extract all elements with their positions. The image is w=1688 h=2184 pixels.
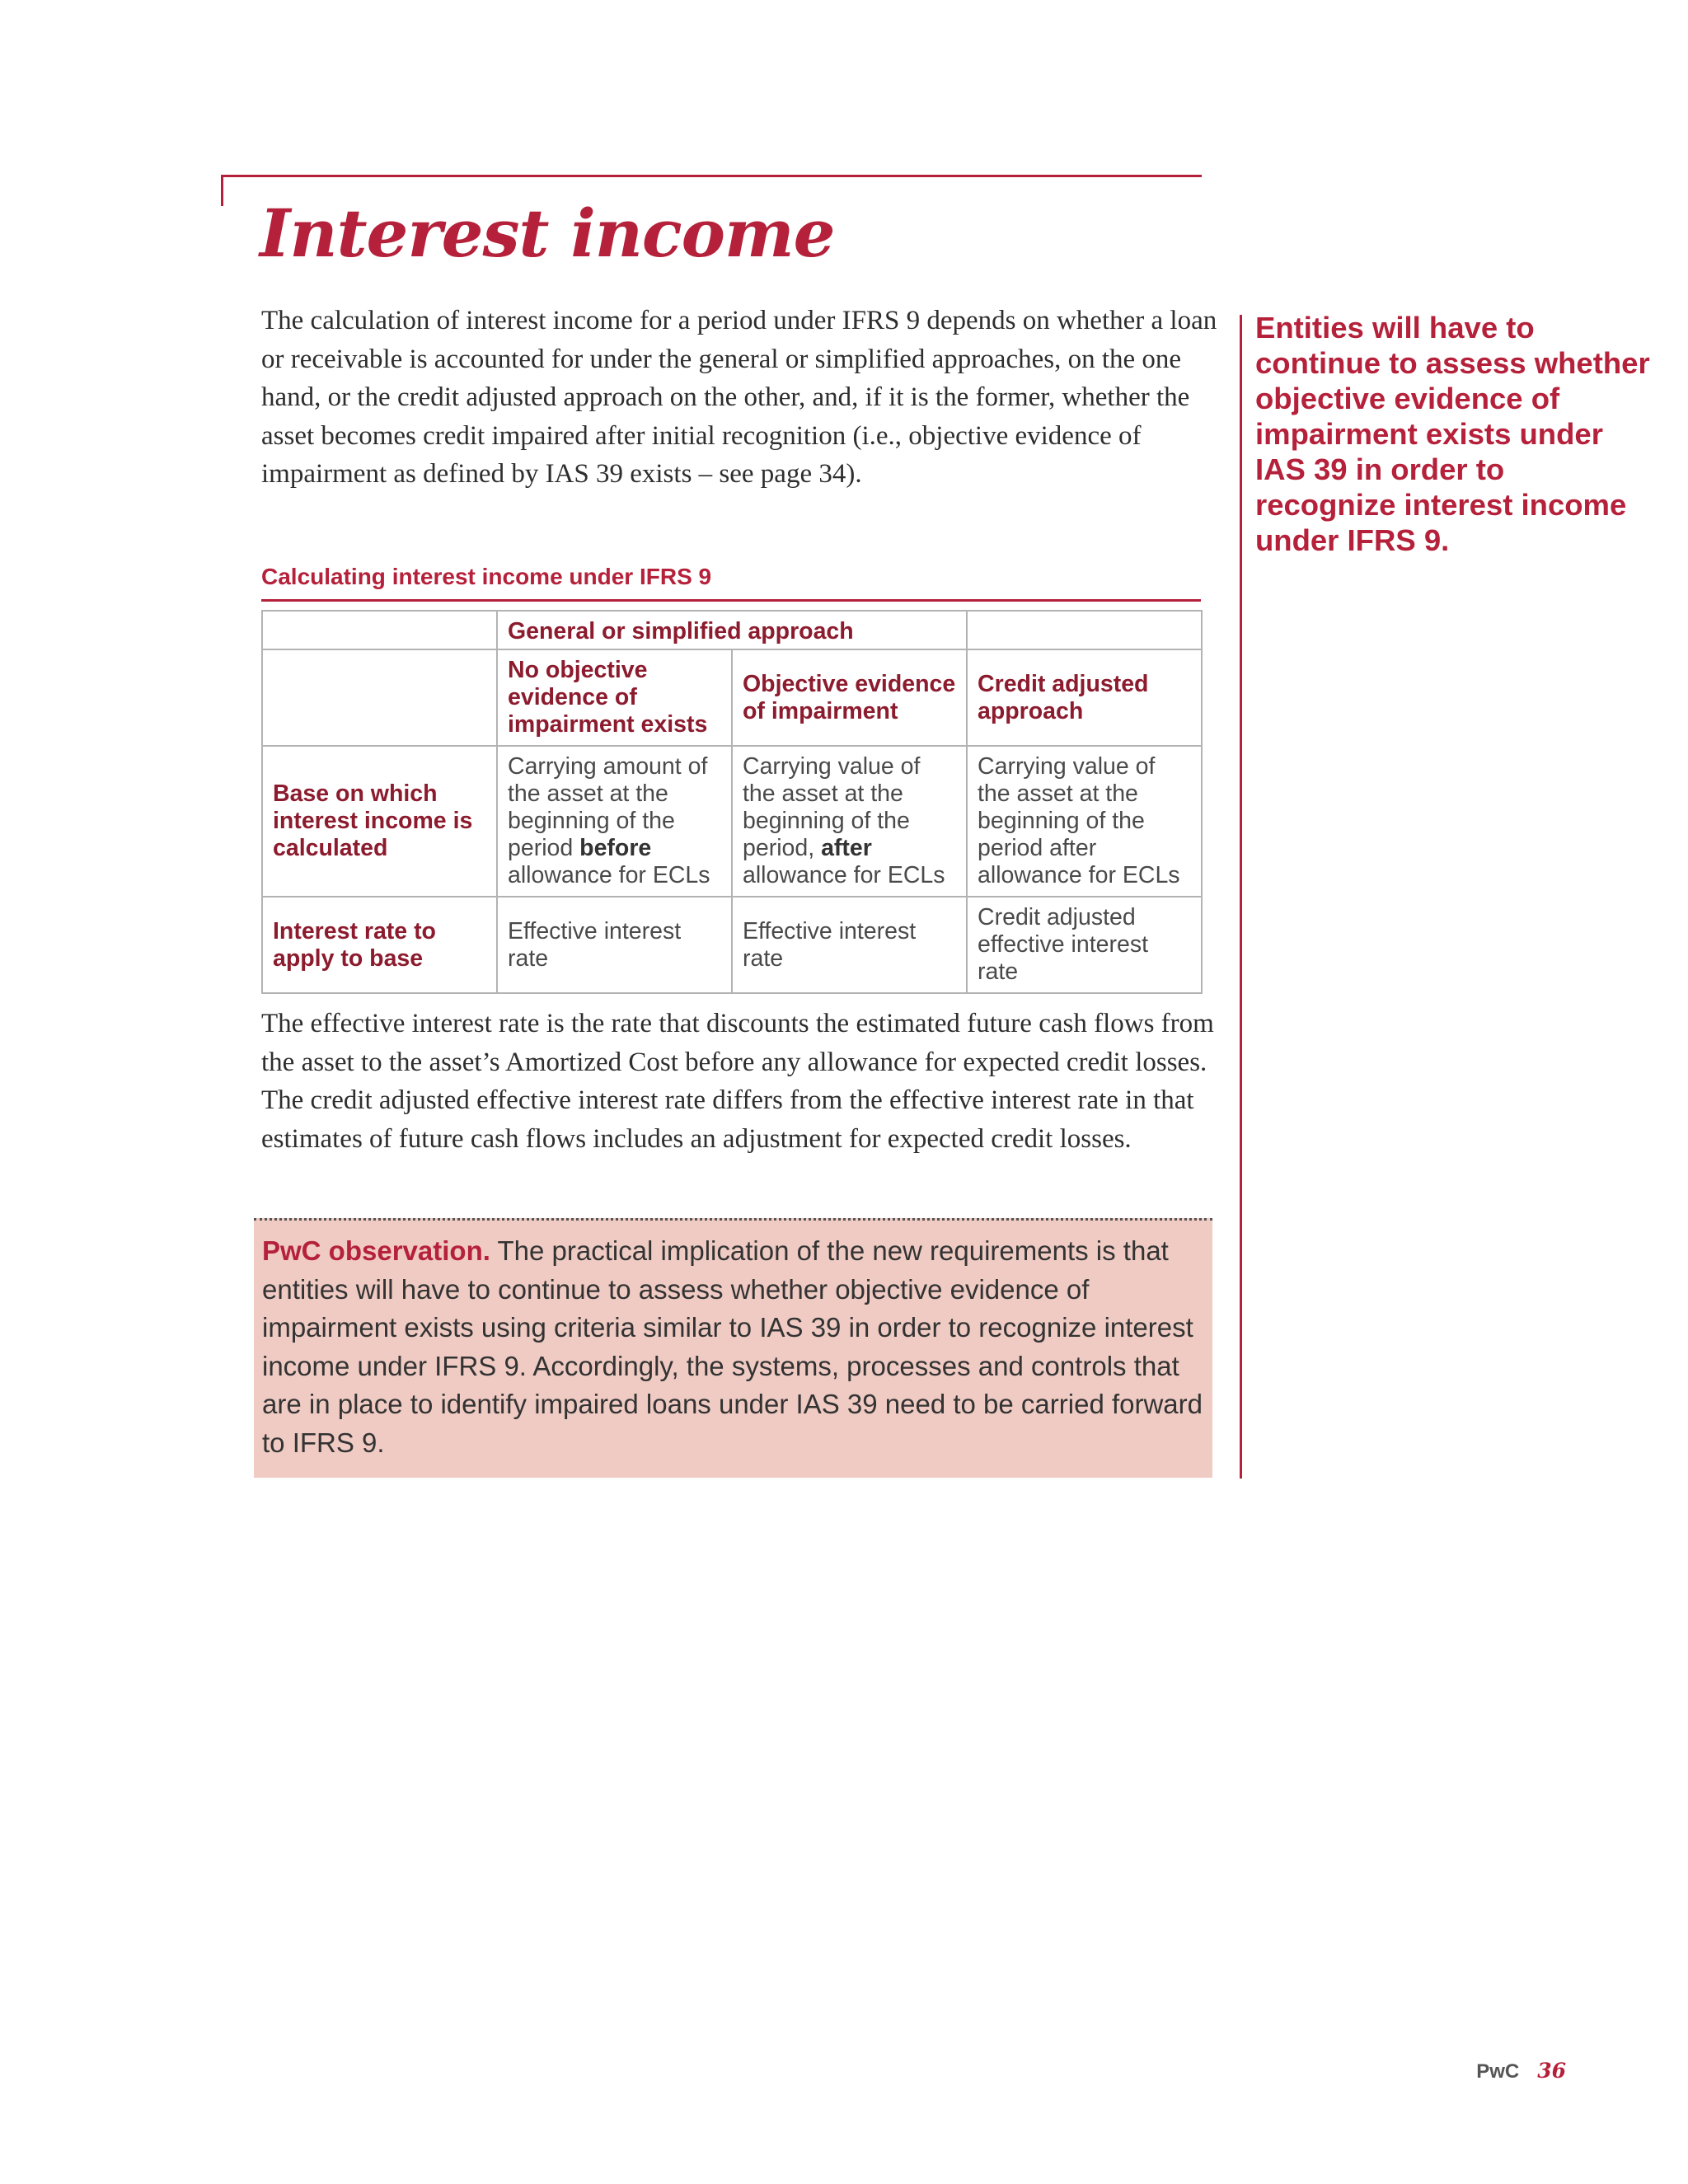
page-title: Interest income xyxy=(260,194,835,272)
table-cell: Carrying value of the asset at the beginning of the period after allowance for ECLs xyxy=(967,746,1202,897)
group-header-general-simplified: General or simplified approach xyxy=(497,611,967,649)
cell-emphasis: before xyxy=(579,835,652,861)
table-cell: Credit adjusted effective interest rate xyxy=(967,897,1202,993)
cell-text: allowance for ECLs xyxy=(508,862,710,888)
table-row xyxy=(262,649,1202,746)
table-cell: Effective interest rate xyxy=(497,897,732,993)
footer-brand: PwC xyxy=(1476,2060,1520,2083)
col-header-credit-adjusted: Credit adjusted approach xyxy=(967,649,1202,746)
table-cell xyxy=(732,746,967,897)
cell-text: allowance for ECLs xyxy=(743,862,945,888)
effective-rate-paragraph: The effective interest rate is the rate that discounts the estimated future cash flows from the asset to the asset’s Amortized Cost before any allowance for expected credit losses. The credit adjusted effective interest rate differs from the effective interest rate in that estimates of future cash flows includes an adjustment for expected credit losses. xyxy=(261,1009,1214,1154)
interest-income-table xyxy=(261,610,1203,994)
table-cell-empty xyxy=(262,649,497,746)
table-row xyxy=(262,746,1202,897)
cell-emphasis: after xyxy=(821,835,872,861)
intro-paragraph: The calculation of interest income for a period under IFRS 9 depends on whether a loan or receivable is accounted for under the general or simplified approaches, on the one hand, or the credit adjusted approach on the other, and, if it is the former, whether the asset becomes credit impaired after initial recognition (i.e., objective evidence of impairment as defined by IAS 39 exists – see page 34). xyxy=(261,306,1217,489)
pwc-observation-box xyxy=(254,1218,1212,1478)
col-header-objective-evidence: Objective evidence of impairment xyxy=(732,649,967,746)
row-header-base: Base on which interest income is calculated xyxy=(262,746,497,897)
cell-text: Carrying amount of the asset at the beginning of the period xyxy=(508,753,708,861)
page-footer xyxy=(1476,2059,1566,2084)
row-header-interest-rate: Interest rate to apply to base xyxy=(262,897,497,993)
table-cell-empty xyxy=(262,611,497,649)
table-cell-empty xyxy=(967,611,1202,649)
page-number: 36 xyxy=(1537,2059,1566,2083)
table-caption: Calculating interest income under IFRS 9 xyxy=(261,560,1201,602)
table-cell: Effective interest rate xyxy=(732,897,967,993)
observation-text xyxy=(262,1232,1204,1462)
sidebar-pull-quote: Entities will have to continue to assess whether objective evidence of impairment exists under IAS 39 in order to recognize interest income under IFRS 9. xyxy=(1255,311,1650,557)
col-header-no-objective-evidence: No objective evidence of impairment exists xyxy=(497,649,732,746)
table-row xyxy=(262,611,1202,649)
observation-body: The practical implication of the new requirements is that entities will have to continue to assess whether objective evidence of impairment exists using criteria similar to IAS 39 in order to recognize interest income under IFRS 9. Accordingly, the systems, processes and controls that are in place to identify impaired loans under IAS 39 need to be carried forward to IFRS 9. xyxy=(262,1235,1203,1458)
observation-label: PwC observation. xyxy=(262,1235,490,1266)
table-row xyxy=(262,897,1202,993)
sidebar-rule xyxy=(1240,315,1242,1479)
table-cell xyxy=(497,746,732,897)
cell-text: Carrying value of the asset at the beginning of the period, xyxy=(743,753,921,861)
